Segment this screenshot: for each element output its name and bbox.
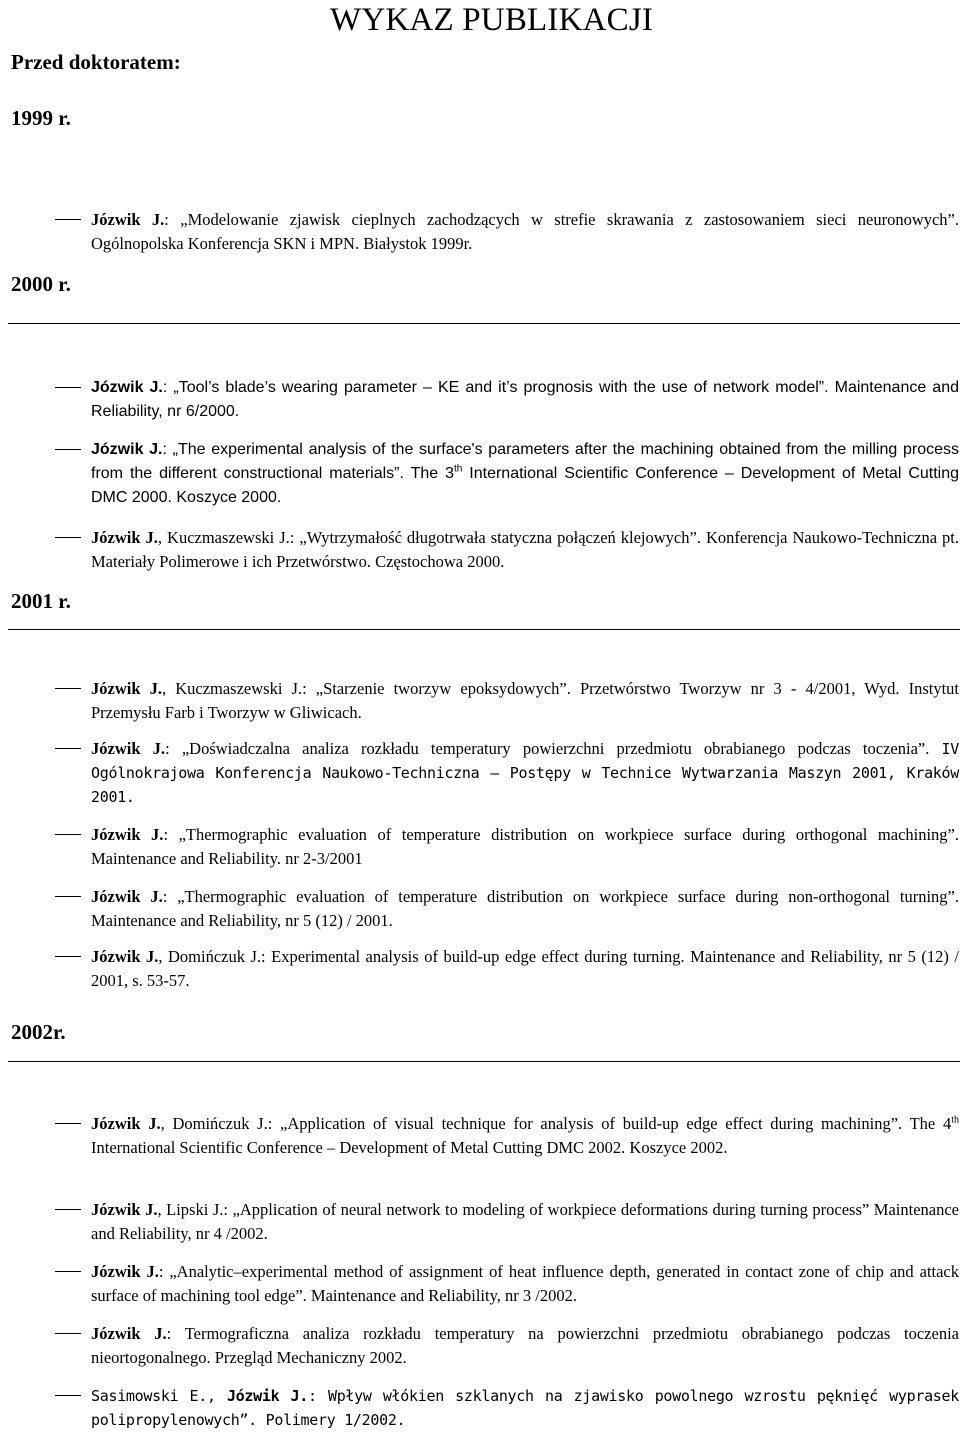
publication-text: Józwik J.: „Thermographic evaluation of temperature distribution on workpiece surface during orthogonal machining”. Maintenance and Reliability. nr 2-3/2001 xyxy=(91,825,960,868)
author-name: Józwik J. xyxy=(91,1324,167,1343)
author-name: Józwik J. xyxy=(91,379,163,396)
publication-text: Józwik J., Domińczuk J.: Experimental analysis of build-up edge effect during turning. Maintenance and Reliability, nr 5 (12) / 2001, s. 53-57. xyxy=(91,947,959,990)
list-item xyxy=(55,677,959,725)
author-name: Józwik J. xyxy=(91,887,163,906)
section-heading-2002: 2002r. xyxy=(11,1020,66,1044)
section-heading-1999: 1999 r. xyxy=(11,106,71,130)
author-name: Józwik J. xyxy=(91,1114,161,1133)
list-dash xyxy=(55,387,81,388)
list-dash xyxy=(55,1123,81,1124)
author-name: Józwik J. xyxy=(91,210,165,229)
list-dash xyxy=(55,1395,81,1396)
publication-text: Józwik J., Kuczmaszewski J.: „Wytrzymałość długotrwała statyczna połączeń klejowych”. Konferencja Naukowo-Techniczna pt. Materiały Polimerowe i ich Przetwórstwo. Częstochowa 2000. xyxy=(91,528,959,571)
list-item xyxy=(55,376,960,424)
list-item xyxy=(55,1384,960,1432)
publication-text: Józwik J.: „Analytic–experimental method of assignment of heat influence depth, generated in contact zone of chip and attack surface of machining tool edge”. Maintenance and Reliability, nr 3 /2002. xyxy=(91,1262,960,1305)
author-name: Józwik J. xyxy=(91,1200,158,1219)
author-name: Józwik J. xyxy=(91,825,164,844)
publication-text: Józwik J.: „Doświadczalna analiza rozkładu temperatury powierzchni przedmiotu obrabianego podczas toczenia”. IV Ogólnokrajowa Konferencja Naukowo-Techniczna – Postępy w Technice Wytwarzania Maszyn 2001, Kraków 2001. xyxy=(91,739,959,806)
list-item xyxy=(55,1260,960,1308)
list-item xyxy=(55,1112,959,1160)
list-dash xyxy=(55,449,81,450)
author-name: Józwik J. xyxy=(91,1262,159,1281)
section-divider xyxy=(8,1061,960,1062)
author-name: Józwik J. xyxy=(91,679,162,698)
publication-text: Józwik J.: Termograficzna analiza rozkładu temperatury na powierzchni przedmiotu obrabianego podczas toczenia nieortogonalnego. Przegląd Mechaniczny 2002. xyxy=(91,1324,959,1367)
section-divider xyxy=(8,629,960,630)
publication-text: Józwik J.: „Tool’s blade’s wearing parameter – KE and it’s prognosis with the use of network model”. Maintenance and Reliability, nr 6/2000. xyxy=(91,379,960,420)
list-dash xyxy=(55,1333,81,1334)
list-item xyxy=(55,438,960,510)
publication-text: Józwik J., Domińczuk J.: „Application of visual technique for analysis of build-up edge effect during machining”. The 4th International Scientific Conference – Development of Metal Cutting DMC 2002. Koszyce 2002. xyxy=(91,1114,959,1157)
publication-text: Józwik J.: „Modelowanie zjawisk cieplnych zachodzących w strefie skrawania z zastosowaniem sieci neuronowych”. Ogólnopolska Konferencja SKN i MPN. Białystok 1999r. xyxy=(91,210,960,253)
list-item xyxy=(55,823,960,871)
author-name: Józwik J. xyxy=(91,441,163,458)
list-dash xyxy=(55,688,81,689)
publication-text: Sasimowski E., Józwik J.: Wpływ włókien szklanych na zjawisko powolnego wzrostu pęknięć wyprasek polipropylenowych”. Polimery 1/2002. xyxy=(91,1387,960,1429)
section-heading-2001: 2001 r. xyxy=(11,589,71,613)
publication-text: Józwik J., Lipski J.: „Application of neural network to modeling of workpiece deformations during turning process” Maintenance and Reliability, nr 4 /2002. xyxy=(91,1200,959,1243)
section-divider xyxy=(8,323,960,324)
list-item xyxy=(55,1322,959,1370)
publication-text: Józwik J., Kuczmaszewski J.: „Starzenie tworzyw epoksydowych”. Przetwórstwo Tworzyw nr 3 - 4/2001, Wyd. Instytut Przemysłu Farb i Tworzyw w Gliwicach. xyxy=(91,679,959,722)
author-name: Józwik J. xyxy=(91,528,158,547)
list-dash xyxy=(55,1271,81,1272)
list-item xyxy=(55,526,959,574)
list-dash xyxy=(55,896,81,897)
list-item xyxy=(55,885,959,933)
author-name: Józwik J. xyxy=(226,1387,309,1405)
page-subtitle: Przed doktoratem: xyxy=(11,50,181,74)
section-heading-2000: 2000 r. xyxy=(11,272,71,296)
author-name: Józwik J. xyxy=(91,947,159,966)
publication-text: Józwik J.: „The experimental analysis of the surface's parameters after the machining obtained from the milling process from the different constructional materials”. The 3th International Scientific Conference – Development of Metal Cutting DMC 2000. Koszyce 2000. xyxy=(91,441,960,506)
publication-text: Józwik J.: „Thermographic evaluation of temperature distribution on workpiece surface during non-orthogonal turning”. Maintenance and Reliability, nr 5 (12) / 2001. xyxy=(91,887,959,930)
list-dash xyxy=(55,219,81,220)
list-item xyxy=(55,945,959,993)
list-dash xyxy=(55,956,81,957)
list-dash xyxy=(55,1209,81,1210)
author-name: Józwik J. xyxy=(91,739,166,758)
page-title: WYKAZ PUBLIKACJI xyxy=(330,2,654,38)
list-item xyxy=(55,1198,959,1246)
list-item xyxy=(55,737,959,809)
list-dash xyxy=(55,748,81,749)
list-dash xyxy=(55,537,81,538)
list-dash xyxy=(55,834,81,835)
list-item xyxy=(55,208,960,256)
